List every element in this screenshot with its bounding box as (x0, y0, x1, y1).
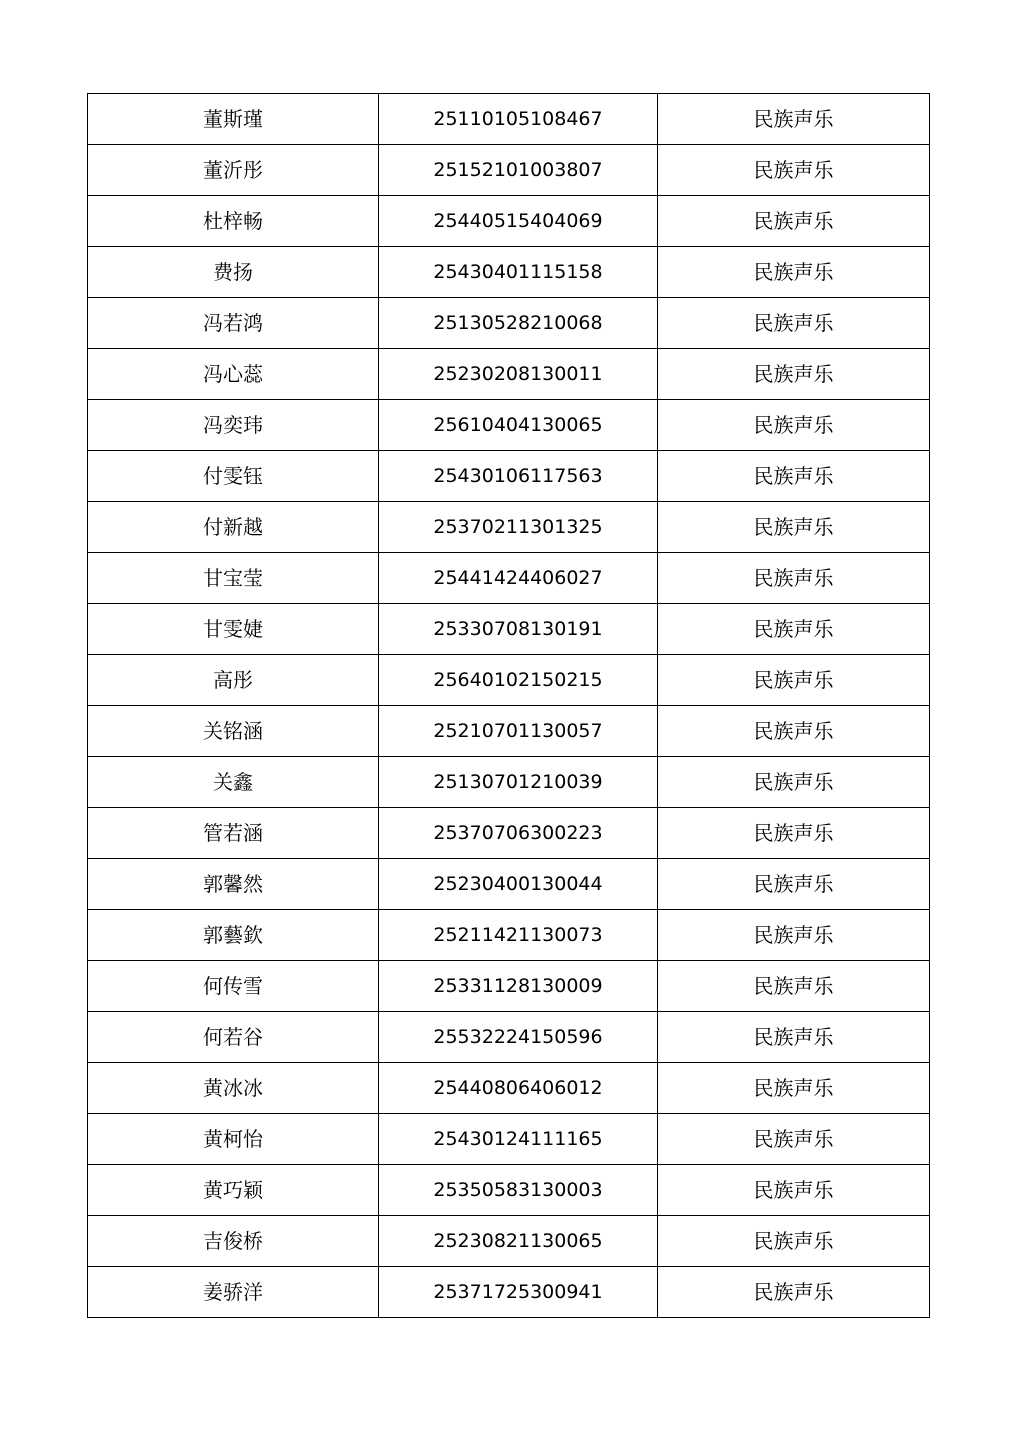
candidate-name: 何传雪 (88, 961, 379, 1012)
candidate-id: 25371725300941 (379, 1267, 658, 1318)
candidate-name: 甘雯婕 (88, 604, 379, 655)
candidate-name: 关鑫 (88, 757, 379, 808)
candidate-id: 25440806406012 (379, 1063, 658, 1114)
candidate-id: 25331128130009 (379, 961, 658, 1012)
candidate-id: 25130528210068 (379, 298, 658, 349)
table-row (88, 1165, 930, 1216)
candidate-major: 民族声乐 (658, 961, 930, 1012)
candidate-id: 25350583130003 (379, 1165, 658, 1216)
table-row (88, 910, 930, 961)
table-row (88, 1063, 930, 1114)
candidate-name: 管若涵 (88, 808, 379, 859)
table-row (88, 502, 930, 553)
candidate-major: 民族声乐 (658, 451, 930, 502)
candidate-name: 关铭涵 (88, 706, 379, 757)
candidate-major: 民族声乐 (658, 1165, 930, 1216)
candidate-major: 民族声乐 (658, 1216, 930, 1267)
candidate-major: 民族声乐 (658, 859, 930, 910)
candidate-id: 25430401115158 (379, 247, 658, 298)
table-row (88, 757, 930, 808)
candidate-name: 甘宝莹 (88, 553, 379, 604)
candidate-id: 25370706300223 (379, 808, 658, 859)
candidate-name: 杜梓畅 (88, 196, 379, 247)
candidate-name: 费扬 (88, 247, 379, 298)
candidate-name: 何若谷 (88, 1012, 379, 1063)
candidate-id: 25610404130065 (379, 400, 658, 451)
candidate-name: 郭馨然 (88, 859, 379, 910)
candidate-name: 吉俊桥 (88, 1216, 379, 1267)
candidate-name: 董斯瑾 (88, 94, 379, 145)
table-row (88, 1267, 930, 1318)
candidate-name: 董沂彤 (88, 145, 379, 196)
table-row (88, 94, 930, 145)
candidate-major: 民族声乐 (658, 808, 930, 859)
candidate-id: 25441424406027 (379, 553, 658, 604)
candidate-major: 民族声乐 (658, 1114, 930, 1165)
candidate-table (87, 93, 930, 1318)
candidate-major: 民族声乐 (658, 400, 930, 451)
candidate-table-body (88, 94, 930, 1318)
candidate-id: 25370211301325 (379, 502, 658, 553)
candidate-name: 高彤 (88, 655, 379, 706)
candidate-name: 付雯钰 (88, 451, 379, 502)
candidate-major: 民族声乐 (658, 604, 930, 655)
candidate-id: 25110105108467 (379, 94, 658, 145)
candidate-name: 黄冰冰 (88, 1063, 379, 1114)
table-row (88, 961, 930, 1012)
table-row (88, 655, 930, 706)
candidate-id: 25330708130191 (379, 604, 658, 655)
candidate-id: 25211421130073 (379, 910, 658, 961)
candidate-name: 黄柯怡 (88, 1114, 379, 1165)
table-row (88, 706, 930, 757)
candidate-major: 民族声乐 (658, 553, 930, 604)
candidate-major: 民族声乐 (658, 1012, 930, 1063)
candidate-id: 25230400130044 (379, 859, 658, 910)
candidate-major: 民族声乐 (658, 655, 930, 706)
candidate-id: 25532224150596 (379, 1012, 658, 1063)
table-row (88, 451, 930, 502)
candidate-major: 民族声乐 (658, 706, 930, 757)
candidate-id: 25440515404069 (379, 196, 658, 247)
table-row (88, 145, 930, 196)
candidate-major: 民族声乐 (658, 1063, 930, 1114)
candidate-major: 民族声乐 (658, 196, 930, 247)
candidate-major: 民族声乐 (658, 298, 930, 349)
table-row (88, 400, 930, 451)
candidate-name: 付新越 (88, 502, 379, 553)
candidate-name: 冯奕玮 (88, 400, 379, 451)
candidate-name: 冯若鸿 (88, 298, 379, 349)
candidate-name: 黄巧颖 (88, 1165, 379, 1216)
table-row (88, 1012, 930, 1063)
candidate-id: 25210701130057 (379, 706, 658, 757)
candidate-major: 民族声乐 (658, 757, 930, 808)
table-row (88, 553, 930, 604)
candidate-major: 民族声乐 (658, 502, 930, 553)
candidate-major: 民族声乐 (658, 910, 930, 961)
candidate-major: 民族声乐 (658, 145, 930, 196)
table-row (88, 1114, 930, 1165)
table-row (88, 298, 930, 349)
table-row (88, 604, 930, 655)
table-row (88, 247, 930, 298)
candidate-id: 25130701210039 (379, 757, 658, 808)
table-row (88, 196, 930, 247)
candidate-major: 民族声乐 (658, 94, 930, 145)
candidate-major: 民族声乐 (658, 1267, 930, 1318)
table-row (88, 1216, 930, 1267)
candidate-name: 郭藝欽 (88, 910, 379, 961)
candidate-id: 25430106117563 (379, 451, 658, 502)
candidate-name: 姜骄洋 (88, 1267, 379, 1318)
candidate-name: 冯心蕊 (88, 349, 379, 400)
candidate-id: 25230208130011 (379, 349, 658, 400)
candidate-major: 民族声乐 (658, 349, 930, 400)
candidate-id: 25640102150215 (379, 655, 658, 706)
candidate-id: 25230821130065 (379, 1216, 658, 1267)
table-row (88, 808, 930, 859)
table-row (88, 349, 930, 400)
candidate-id: 25152101003807 (379, 145, 658, 196)
candidate-id: 25430124111165 (379, 1114, 658, 1165)
table-row (88, 859, 930, 910)
candidate-major: 民族声乐 (658, 247, 930, 298)
